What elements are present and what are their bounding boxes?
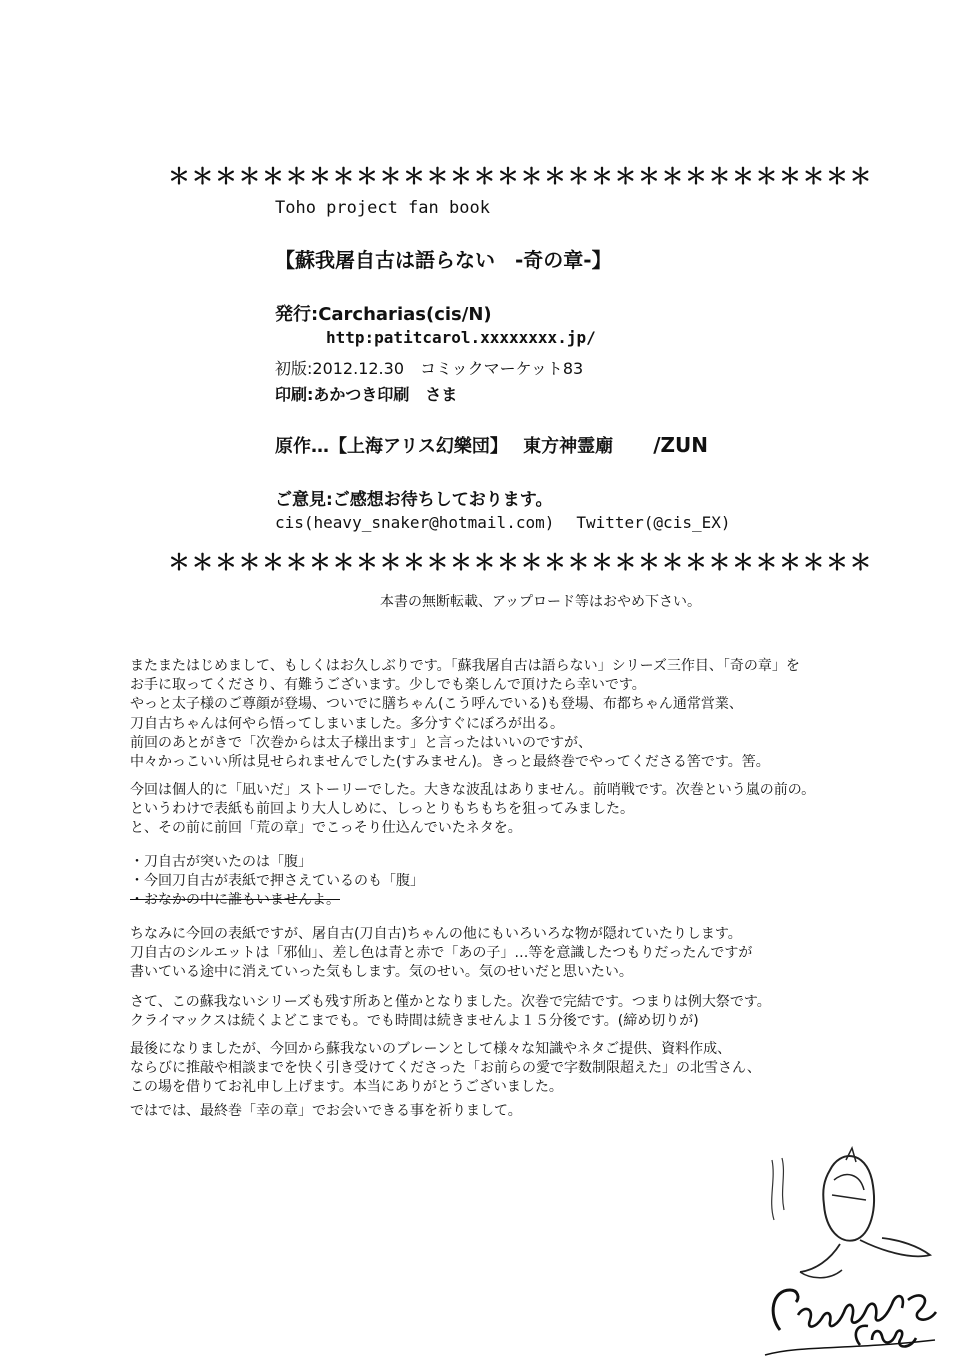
afterword-paragraph-5 [130,1040,850,1098]
afterword-paragraph-2 [130,781,850,839]
text-line: 今回は個人的に「凪いだ」ストーリーでした。大きな波乱はありません。前哨戦です。次巻という嵐の前の。 [130,782,816,798]
reprint-notice: 本書の無断転載、アップロード等はおやめ下さい。 [380,594,702,610]
contact-line [275,513,730,532]
afterword-list [130,853,850,911]
afterword-paragraph-6 [130,1102,850,1121]
text-line: というわけで表紙も前回より大人しめに、しっとりもちもちを狙ってみました。 [130,801,634,818]
text-line: クライマックスは続くよどこまでも。でも時間は続きませんよ１５分後です。(締め切りが) [130,1013,699,1030]
text-line: さて、この蘇我ないシリーズも残す所あと僅かとなりました。次巻で完結です。つまりは例大祭です。 [130,994,771,1010]
list-item: ・おなかの中に誰もいませんよ。 [130,892,340,909]
signature-sketch [760,1140,940,1360]
book-subtitle: Toho project fan book [275,198,490,218]
text-line: ではでは、最終巻「幸の章」でお会いできる事を祈りまして。 [130,1103,522,1119]
original-work-text: 原作…【上海アリス幻樂団】 東方神霊廟 [275,436,614,457]
afterword-paragraph-4 [130,993,850,1031]
text-line: 最後になりましたが、今回から蘇我ないのブレーンとして様々な知識やネタご提供、資料作成、 [130,1041,732,1057]
list-item: ・刀自古が突いたのは「腹」 [130,854,312,870]
original-work [275,432,708,458]
text-line: やっと太子様のご尊顔が登場、ついでに膳ちゃん(こう呼んでいる)も登場、布都ちゃん通常営業、 [130,696,743,713]
text-line: この場を借りてお礼申し上げます。本当にありがとうございました。 [130,1079,563,1096]
text-line: 書いている途中に消えていった気もします。気のせい。気のせいだと思いたい。 [130,964,633,981]
afterword-paragraph-3 [130,925,850,983]
text-line: 前回のあとがきで「次巻からは太子様出ます」と言ったはいいのですが、 [130,734,592,751]
text-line: と、その前に前回「荒の章」でこっそり仕込んでいたネタを。 [130,820,522,837]
first-edition: 初版:2012.12.30 コミックマーケット83 [275,359,584,378]
publisher-url: http:patitcarol.xxxxxxxx.jp/ [326,328,596,347]
book-title: 【蘇我屠自古は語らない -奇の章-】 [275,248,612,272]
feedback-line: ご意見:ご感想お待ちしております。 [275,490,553,510]
list-item: ・今回刀自古が表紙で押さえているのも「腹」 [130,873,424,890]
text-line: 刀自古のシルエットは「邪仙」、差し色は青と赤で「あの子」…等を意識したつもりだったんですが [130,945,753,962]
text-line: ちなみに今回の表紙ですが、屠自古(刀自古)ちゃんの他にもいろいろな物が隠れていたりします。 [130,926,742,942]
printing: 印刷:あかつき印刷 さま [275,385,458,404]
text-line: お手に取ってくださり、有難うございます。少しでも楽しんで頂けたら幸いです。 [130,677,646,694]
divider-stars-bottom: ＊＊＊＊＊＊＊＊＊＊＊＊＊＊＊＊＊＊＊＊＊＊＊＊＊＊＊＊＊＊ [168,551,874,576]
contact-email: cis(heavy_snaker@hotmail.com) [275,513,555,532]
contact-twitter: Twitter(@cis_EX) [576,513,731,532]
divider-stars-top: ＊＊＊＊＊＊＊＊＊＊＊＊＊＊＊＊＊＊＊＊＊＊＊＊＊＊＊＊＊＊ [168,165,874,190]
text-line: 中々かっこいい所は見せられませんでした(すみません)。きっと最終巻でやってくださる筈です。筈。 [130,754,770,771]
publisher: 発行:Carcharias(cis/N) [275,304,492,325]
original-author: /ZUN [653,433,708,457]
text-line: またまたはじめまして、もしくはお久しぶりです。「蘇我屠自古は語らない」シリーズ三作目、「奇の章」を [130,658,800,674]
text-line: ならびに推敲や相談までを快く引き受けてくださった「お前らの愛で字数制限超えた」の北雪さん、 [130,1060,761,1077]
text-line: 刀自古ちゃんは何やら悟ってしまいました。多分すぐにぼろが出る。 [130,715,564,732]
afterword-paragraph-1 [130,657,850,772]
